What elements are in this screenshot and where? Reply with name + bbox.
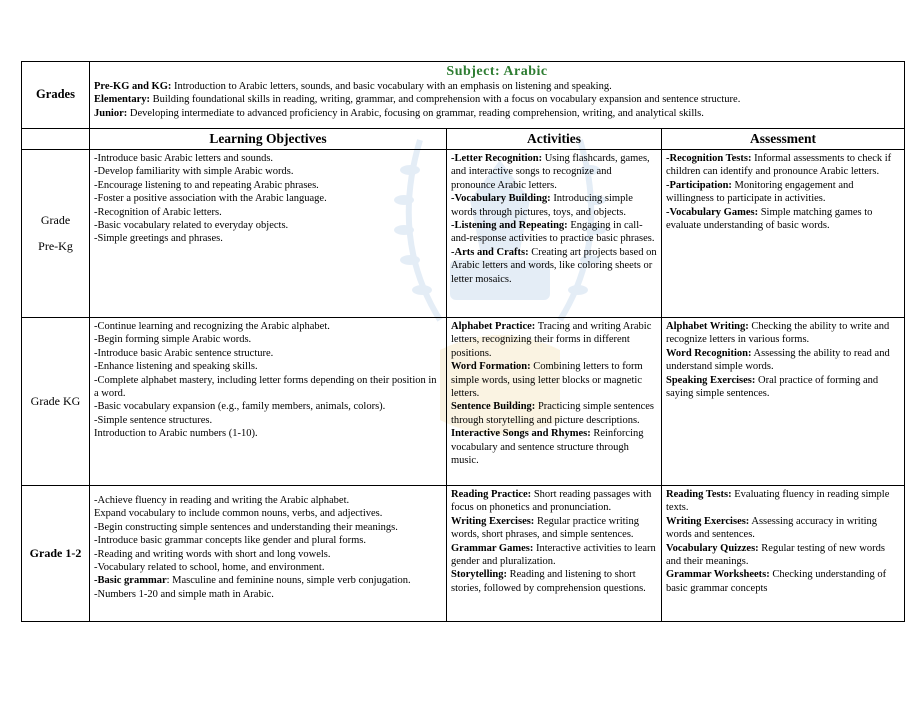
level-description-text: Developing intermediate to advanced proficiency in Arabic, focusing on grammar, reading comprehension, writing, and analytical skills. [127, 107, 704, 119]
level-description [94, 80, 900, 93]
grade-label: Grade KG [30, 393, 81, 408]
activity-item-label: Word Formation: [451, 361, 531, 373]
objective-item [94, 574, 442, 587]
assessment-item [666, 568, 900, 595]
objective-item: -Introduce basic Arabic letters and sounds. [94, 153, 274, 164]
activity-item-text: Engaging in call-and-response activities to practice basic phrases. [451, 220, 655, 245]
activity-item-text: Practicing simple sentences through storytelling and picture descriptions. [451, 401, 654, 426]
activity-item [451, 488, 657, 515]
grades-label: Grades [22, 62, 90, 129]
activity-item-label: Storytelling: [451, 569, 507, 581]
col-learning-objectives: Learning Objectives [90, 129, 447, 150]
activity-item [451, 542, 657, 569]
activities-cell [447, 318, 662, 486]
objective-item-text: -Vocabulary related to school, home, and environment. [94, 562, 325, 574]
activity-item [451, 427, 657, 467]
level-description-text: Building foundational skills in reading, writing, grammar, and comprehension with a focus on vocabulary expansion and sentence structure. [149, 94, 741, 106]
assessment-item-label: -Participation: [666, 179, 732, 191]
activity-item [451, 219, 657, 246]
objective-item-text: -Introduce basic grammar concepts like gender and plural forms. [94, 535, 367, 547]
objective-item: -Recognition of Arabic letters. [94, 206, 222, 218]
column-header-row [22, 129, 905, 150]
assessment-item-label: -Recognition Tests: [666, 153, 752, 164]
assessment-item-text: Oral practice of forming and saying simple sentences. [666, 374, 879, 400]
activity-item-label: Writing Exercises: [451, 515, 535, 527]
assessment-item [666, 542, 900, 569]
activity-item-label: -Letter Recognition: [451, 153, 543, 164]
assessment-item-label: Vocabulary Quizzes: [666, 542, 759, 554]
objective-item: -Develop familiarity with simple Arabic words. [94, 166, 294, 178]
activity-item-label: Alphabet Practice: [451, 321, 536, 332]
subject-overview [90, 62, 905, 129]
objective-item: -Introduce basic Arabic sentence structure. [94, 347, 274, 359]
objective-item: -Begin forming simple Arabic words. [94, 334, 252, 346]
assessment-item-text: Informal assessments to check if children can identify and pronounce Arabic letters. [666, 153, 892, 178]
objective-item: -Enhance listening and speaking skills. [94, 361, 258, 373]
activity-item-text: Combining letters to form simple words, using letter blocks or magnetic letters. [451, 361, 643, 400]
assessment-cell [662, 486, 905, 622]
objective-item: Introduction to Arabic numbers (1-10). [94, 428, 258, 440]
row-grade-1-2 [22, 486, 905, 622]
activity-item-text: Short reading passages with focus on phonetics and pronunciation. [451, 489, 652, 514]
activity-item-text: Tracing and writing Arabic letters, recognizing their forms in different positions. [451, 321, 652, 359]
grade-label: Grade 1-2 [29, 545, 82, 560]
activity-item-label: -Arts and Crafts: [451, 246, 529, 258]
col-activities: Activities [447, 129, 662, 150]
row-kg [22, 318, 905, 486]
grade-sublabel: Pre-Kg [38, 238, 73, 253]
assessment-item-label: -Vocabulary Games: [666, 206, 759, 218]
assessment-item [666, 488, 900, 515]
objective-item-text: Expand vocabulary to include common nouns, verbs, and adjectives. [94, 508, 383, 520]
objective-item-text: -Reading and writing words with short and long vowels. [94, 548, 331, 560]
objective-item: -Simple greetings and phrases. [94, 233, 223, 245]
activity-item [451, 152, 657, 192]
activity-item [451, 192, 657, 219]
assessment-item-text: Evaluating fluency in reading simple texts. [666, 489, 890, 514]
row-pre-kg [22, 150, 905, 318]
level-description [94, 93, 900, 106]
activity-item-label: Sentence Building: [451, 401, 536, 413]
assessment-item-label: Word Recognition: [666, 347, 752, 359]
assessment-item-label: Writing Exercises: [666, 515, 750, 527]
grade-1-2 [22, 486, 90, 622]
assessment-item-label: Reading Tests: [666, 489, 732, 500]
objective-item [94, 521, 442, 534]
objective-item [94, 507, 442, 520]
assessment-item [666, 374, 900, 401]
activity-item [451, 515, 657, 542]
assessment-item-text: Regular testing of new words and their meanings. [666, 542, 885, 568]
objective-item: -Simple sentence structures. [94, 414, 213, 426]
activity-item [451, 568, 657, 595]
activity-item [451, 246, 657, 286]
objective-item: -Foster a positive association with the Arabic language. [94, 193, 327, 205]
subject-title: Subject: Arabic [446, 64, 548, 79]
objective-item: -Continue learning and recognizing the Arabic alphabet. [94, 321, 330, 332]
activities-cell [447, 150, 662, 318]
assessment-item [666, 515, 900, 542]
objective-item-text: -Begin constructing simple sentences and understanding their meanings. [94, 521, 398, 533]
assessment-item [666, 152, 900, 179]
assessment-item [666, 347, 900, 374]
level-description-text: Introduction to Arabic letters, sounds, and basic vocabulary with an emphasis on listening and speaking. [171, 81, 612, 92]
activity-item-label: -Listening and Repeating: [451, 220, 568, 232]
subject-header-row [22, 62, 905, 129]
objective-item: -Basic vocabulary related to everyday objects. [94, 220, 289, 232]
objective-item [94, 588, 442, 601]
objective-item [94, 548, 442, 561]
col-assessment: Assessment [662, 129, 905, 150]
assessment-cell [662, 318, 905, 486]
activity-item-text: Creating art projects based on Arabic letters and words, like coloring sheets or letter mosaics. [451, 246, 657, 285]
objectives-cell [90, 486, 447, 622]
activity-item [451, 400, 657, 427]
objective-item: -Complete alphabet mastery, including letter forms depending on their position in a word. [94, 374, 437, 400]
objective-item-text: -Achieve fluency in reading and writing the Arabic alphabet. [94, 495, 350, 506]
level-descriptions [94, 80, 900, 120]
activity-item-text: Introducing simple words through pictures, toys, and objects. [451, 193, 633, 218]
objective-item: -Basic vocabulary expansion (e.g., family members, animals, colors). [94, 401, 386, 413]
activity-item-text: Regular practice writing words, short phrases, and simple sentences. [451, 515, 639, 541]
objective-item [94, 494, 442, 507]
objective-item: -Encourage listening to and repeating Arabic phrases. [94, 179, 319, 191]
curriculum-table [21, 61, 905, 622]
activity-item-text: Using flashcards, games, and interactive songs to recognize and pronounce Arabic letters. [451, 153, 650, 191]
grade-kg [22, 318, 90, 486]
level-description-label: Junior: [94, 107, 128, 119]
level-description-label: Pre-KG and KG: [94, 81, 172, 92]
activity-item-label: Interactive Songs and Rhymes: [451, 428, 591, 440]
activity-item-text: Interactive activities to learn gender and pluralization. [451, 542, 656, 568]
assessment-item [666, 179, 900, 206]
activity-item-label: Reading Practice: [451, 489, 532, 500]
objective-item-text: -Numbers 1-20 and simple math in Arabic. [94, 588, 274, 600]
assessment-cell [662, 150, 905, 318]
assessment-item-label: Speaking Exercises: [666, 374, 756, 386]
activity-item-text: Reading and listening to short stories, followed by comprehension questions. [451, 569, 646, 594]
grade-label: Grade [40, 213, 71, 228]
assessment-item-text: Assessing the ability to read and understand simple words. [666, 347, 890, 373]
objectives-cell [90, 318, 447, 486]
activities-cell [447, 486, 662, 622]
activity-item-text: Reinforcing vocabulary and sentence structure through music. [451, 428, 644, 467]
empty-header-cell [22, 129, 90, 150]
assessment-item-text: Assessing accuracy in writing words and sentences. [666, 515, 878, 541]
activity-item [451, 360, 657, 400]
activity-item-label: Grammar Games: [451, 542, 534, 554]
assessment-item-text: Simple matching games to evaluate understanding of basic words. [666, 206, 873, 232]
objective-item-label: -Basic grammar [94, 575, 167, 587]
assessment-item-label: Grammar Worksheets: [666, 569, 770, 581]
objectives-cell [90, 150, 447, 318]
objective-item-text: : Masculine and feminine nouns, simple verb conjugation. [166, 575, 411, 587]
assessment-item [666, 206, 900, 233]
assessment-item-text: Checking understanding of basic grammar concepts [666, 569, 887, 594]
objective-item [94, 561, 442, 574]
activity-item-label: -Vocabulary Building: [451, 193, 551, 205]
level-description-label: Elementary: [94, 94, 150, 106]
assessment-item-text: Checking the ability to write and recognize letters in various forms. [666, 321, 890, 346]
grade-pre-kg [22, 150, 90, 318]
assessment-item [666, 320, 900, 347]
level-description [94, 107, 900, 120]
activity-item [451, 320, 657, 360]
assessment-item-label: Alphabet Writing: [666, 321, 749, 332]
objective-item [94, 534, 442, 547]
assessment-item-text: Monitoring engagement and willingness to participate in activities. [666, 179, 854, 205]
